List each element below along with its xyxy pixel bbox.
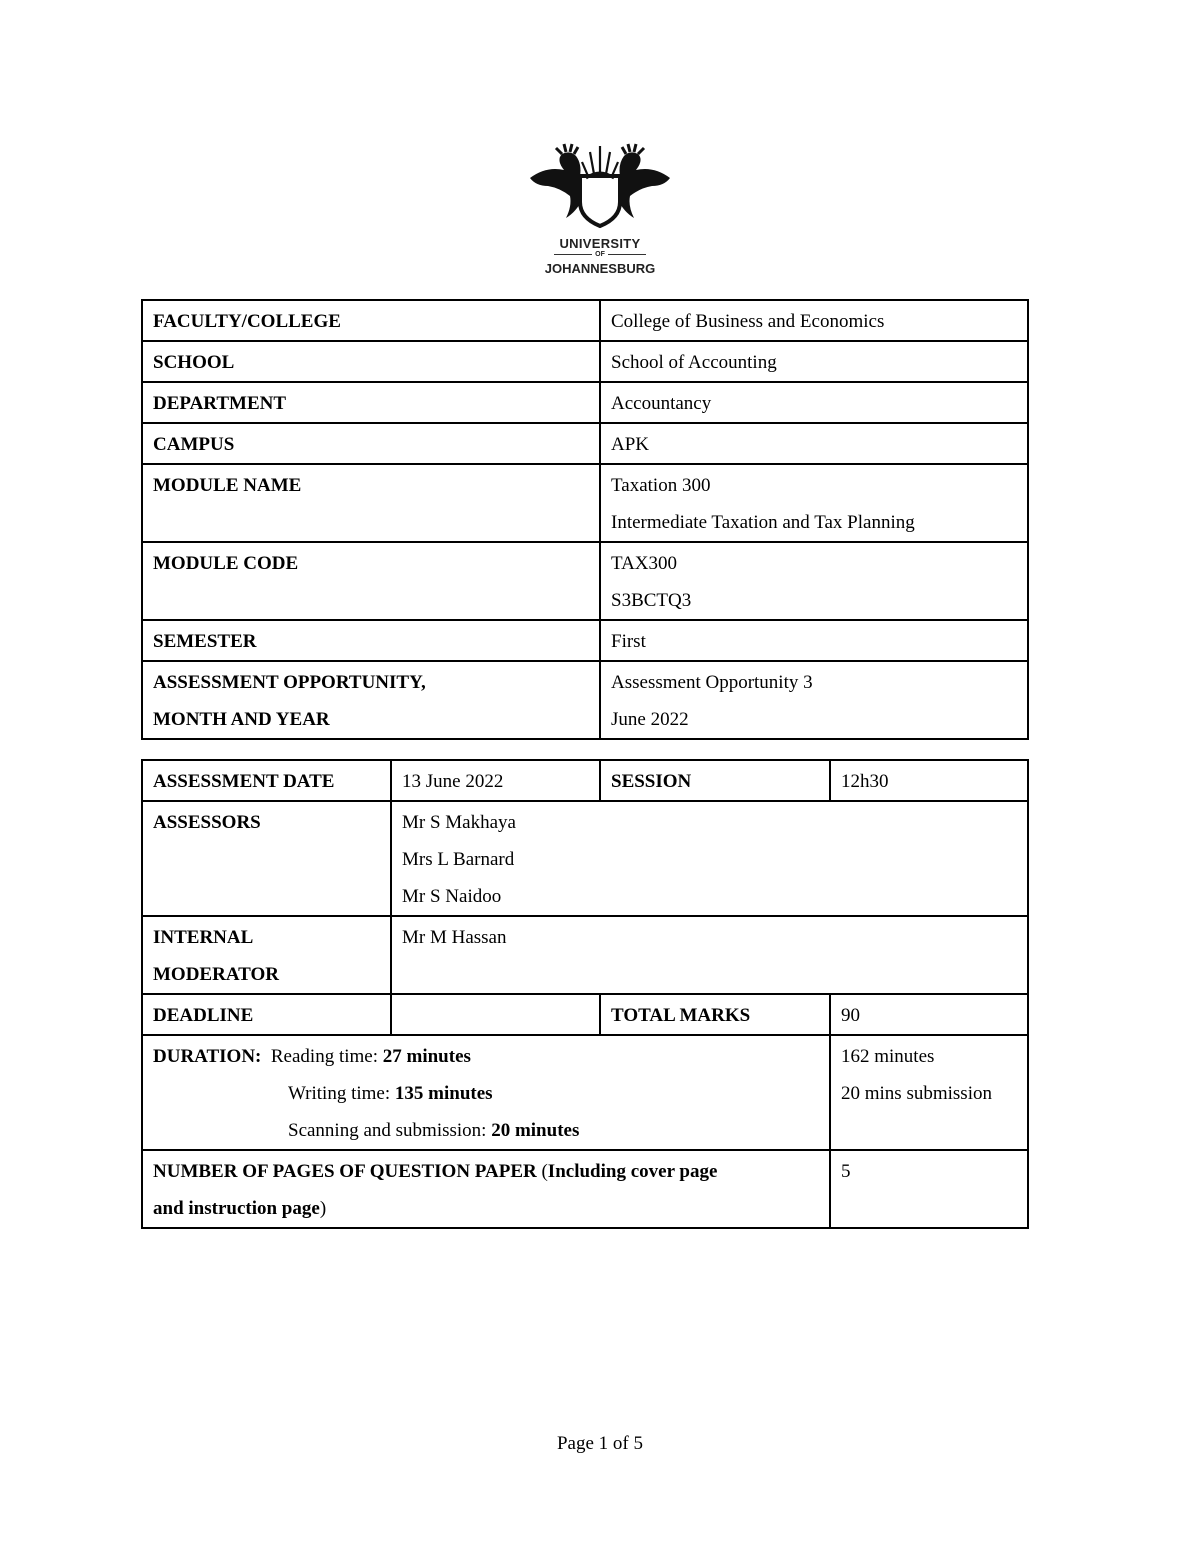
module-name-cell [600,464,1028,542]
module-code-label: MODULE CODE [142,542,600,620]
duration-total: 162 minutes [841,1046,935,1067]
table-row [142,994,1028,1035]
pages-label-line2 [153,1190,819,1227]
module-code-cell [600,542,1028,620]
table-row [142,1035,1028,1150]
module-name-subtitle: Intermediate Taxation and Tax Planning [611,512,915,533]
assessor-name: Mrs L Barnard [402,849,515,870]
writing-value: 135 minutes [394,1083,493,1104]
duration-label: DURATION: [153,1046,262,1067]
reading-value: 27 minutes [382,1046,471,1067]
reading-label: Reading time: [270,1046,383,1067]
assessment-opportunity-cell [142,661,600,739]
table-row [142,341,1028,382]
logo-of-text: OF [526,251,674,258]
scanning-label: Scanning and submission: [288,1120,492,1141]
logo-university-text: UNIVERSITY [559,236,641,251]
writing-label: Writing time: [288,1083,395,1104]
department-value: Accountancy [600,382,1028,423]
department-label: DEPARTMENT [142,382,600,423]
duration-cell [142,1035,830,1150]
faculty-value: College of Business and Economics [600,300,1028,341]
pages-label-open: ( [536,1161,548,1182]
scanning-value: 20 minutes [491,1120,580,1141]
duration-submission: 20 mins submission [841,1083,992,1104]
session-value: 12h30 [830,760,1028,801]
module-code-value: TAX300 [611,553,678,574]
month-year-label: MONTH AND YEAR [153,709,330,730]
assessment-date-value: 13 June 2022 [391,760,600,801]
table-row [142,542,1028,620]
school-label: SCHOOL [142,341,600,382]
pages-value: 5 [830,1150,1028,1228]
assessment-table [141,759,1029,1229]
deadline-label: DEADLINE [142,994,391,1035]
table-row [142,661,1028,739]
table-row [142,801,1028,916]
assessors-label: ASSESSORS [142,801,391,916]
duration-writing-line [153,1075,819,1112]
table-row [142,1150,1028,1228]
semester-label: SEMESTER [142,620,600,661]
table-row [142,916,1028,994]
module-name-value: Taxation 300 [611,475,711,496]
assessor-name: Mr S Naidoo [402,886,502,907]
pages-label-close: ) [319,1198,327,1219]
campus-label: CAMPUS [142,423,600,464]
moderator-label-cell [142,916,391,994]
module-code-secondary: S3BCTQ3 [611,590,692,611]
module-name-label: MODULE NAME [142,464,600,542]
pages-label-note: Including cover page [547,1161,718,1182]
faculty-label: FACULTY/COLLEGE [142,300,600,341]
school-value: School of Accounting [600,341,1028,382]
table-row [142,620,1028,661]
assessment-date-label: ASSESSMENT DATE [142,760,391,801]
table-row [142,300,1028,341]
crest-icon [526,140,674,232]
page-number: Page 1 of 5 [556,1433,643,1454]
deadline-value [391,994,600,1035]
moderator-label: MODERATOR [153,964,279,985]
moderator-value: Mr M Hassan [391,916,1028,994]
table-row [142,760,1028,801]
pages-label-cell [142,1150,830,1228]
table-row [142,382,1028,423]
internal-label: INTERNAL [153,927,254,948]
pages-label: NUMBER OF PAGES OF QUESTION PAPER [153,1161,537,1182]
assessment-opportunity-value-cell [600,661,1028,739]
duration-reading-line [153,1038,819,1075]
duration-scanning-line [153,1112,819,1149]
total-marks-label: TOTAL MARKS [600,994,830,1035]
duration-total-cell [830,1035,1028,1150]
assessors-cell [391,801,1028,916]
semester-value: First [600,620,1028,661]
module-details-table [141,299,1029,740]
campus-value: APK [600,423,1028,464]
pages-label-line1 [153,1153,819,1190]
session-label: SESSION [600,760,830,801]
total-marks-value: 90 [830,994,1028,1035]
university-logo [526,140,674,282]
month-year-value: June 2022 [611,709,689,730]
table-row [142,464,1028,542]
table-row [142,423,1028,464]
assessor-name: Mr S Makhaya [402,812,516,833]
pages-label-note2: and instruction page [153,1198,320,1219]
logo-johannesburg-text: JOHANNESBURG [544,261,656,276]
assessment-opportunity-label: ASSESSMENT OPPORTUNITY, [153,672,426,693]
assessment-opportunity-value: Assessment Opportunity 3 [611,672,813,693]
